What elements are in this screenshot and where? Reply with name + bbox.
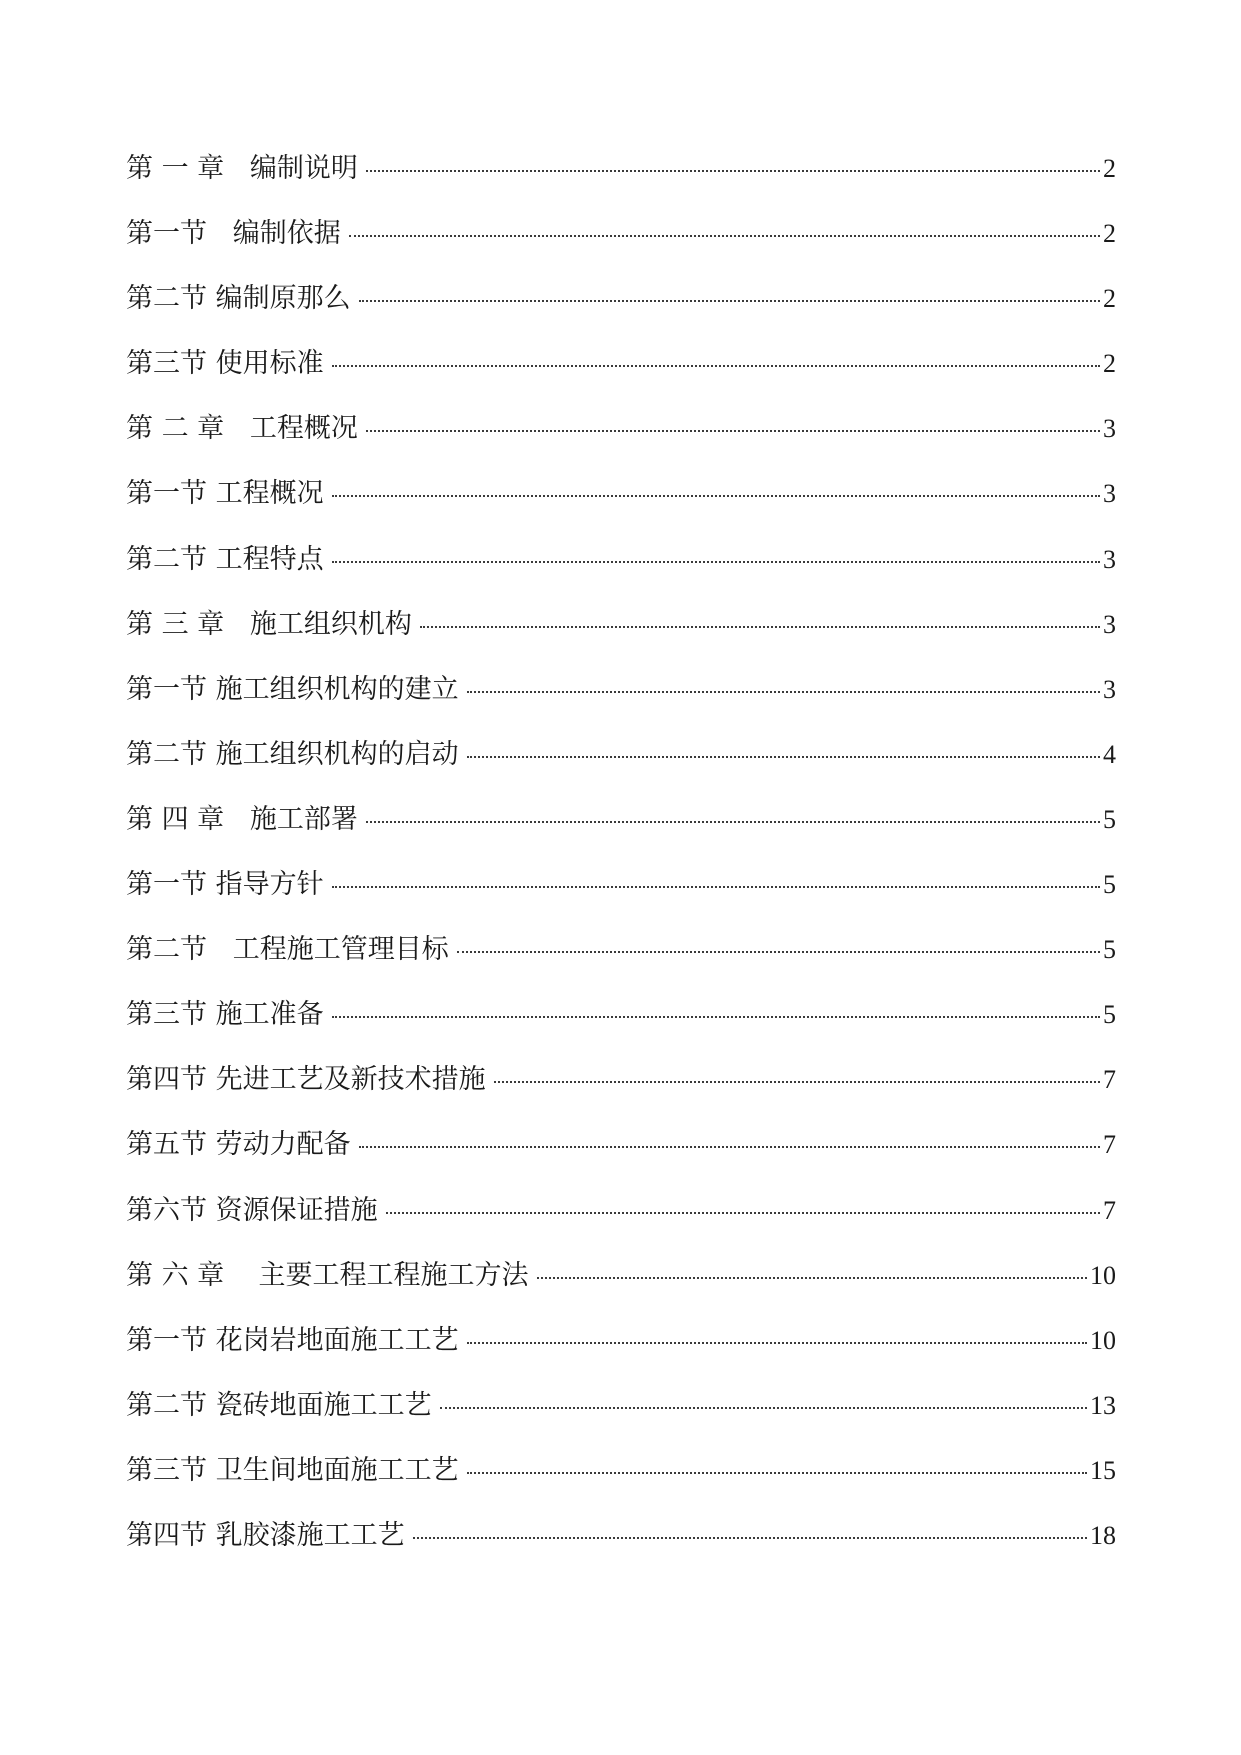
toc-entry-page-number: 3: [1103, 609, 1116, 639]
toc-entry-page-number: 15: [1090, 1455, 1116, 1485]
toc-entry-page-number: 7: [1103, 1195, 1116, 1225]
toc-entry-title: 第三节 施工准备: [126, 999, 324, 1031]
toc-entry-title: 第一节 工程概况: [126, 478, 324, 510]
toc-dot-leader: [332, 495, 1100, 497]
toc-entry-title: 第二节 工程施工管理目标: [126, 934, 449, 966]
toc-dot-leader: [332, 561, 1100, 563]
toc-entry-page-number: 7: [1103, 1065, 1116, 1095]
toc-entry-page-number: 3: [1103, 544, 1116, 574]
toc-dot-leader: [366, 821, 1100, 823]
toc-entry[interactable]: [126, 932, 1116, 997]
toc-dot-leader: [467, 756, 1100, 758]
toc-entry[interactable]: [126, 737, 1116, 802]
toc-entry-page-number: 18: [1090, 1520, 1116, 1550]
toc-entry[interactable]: [126, 867, 1116, 932]
toc-dot-leader: [359, 1146, 1100, 1148]
toc-entry-page-number: 2: [1103, 284, 1116, 314]
toc-dot-leader: [366, 430, 1100, 432]
toc-dot-leader: [386, 1212, 1100, 1214]
toc-entry[interactable]: [126, 151, 1116, 216]
toc-dot-leader: [332, 1016, 1100, 1018]
toc-entry[interactable]: [126, 1258, 1116, 1323]
toc-entry-page-number: 2: [1103, 154, 1116, 183]
toc-dot-leader: [413, 1537, 1087, 1539]
toc-entry-title: 第 四 章 施工部署: [126, 803, 358, 835]
toc-entry[interactable]: [126, 607, 1116, 672]
toc-entry[interactable]: [126, 1388, 1116, 1453]
toc-entry[interactable]: [126, 1323, 1116, 1388]
toc-dot-leader: [366, 170, 1100, 172]
toc-entry-page-number: 2: [1103, 219, 1116, 249]
toc-entry[interactable]: [126, 1062, 1116, 1127]
toc-entry[interactable]: [126, 542, 1116, 607]
toc-entry-page-number: 5: [1103, 1000, 1116, 1030]
toc-entry-title: 第五节 劳动力配备: [126, 1129, 351, 1161]
toc-dot-leader: [332, 886, 1100, 888]
toc-dot-leader: [467, 1472, 1087, 1474]
toc-entry[interactable]: [126, 216, 1116, 281]
toc-entry-page-number: 5: [1103, 935, 1116, 965]
toc-dot-leader: [467, 691, 1100, 693]
toc-entry-title: 第四节 先进工艺及新技术措施: [126, 1064, 486, 1096]
toc-entry[interactable]: [126, 1127, 1116, 1192]
toc-entry-page-number: 3: [1103, 479, 1116, 509]
toc-entry[interactable]: [126, 1518, 1116, 1583]
toc-entry[interactable]: [126, 802, 1116, 867]
toc-entry-title: 第 六 章 主要工程工程施工方法: [126, 1259, 529, 1291]
toc-entry-page-number: 13: [1090, 1390, 1116, 1420]
toc-dot-leader: [420, 626, 1100, 628]
toc-entry-page-number: 3: [1103, 674, 1116, 704]
toc-entry-page-number: 2: [1103, 349, 1116, 379]
toc-entry[interactable]: [126, 281, 1116, 346]
toc-entry-title: 第一节 指导方针: [126, 869, 324, 901]
toc-entry-title: 第三节 使用标准: [126, 348, 324, 380]
toc-entry-title: 第 二 章 工程概况: [126, 413, 358, 445]
toc-entry-title: 第二节 施工组织机构的启动: [126, 738, 459, 770]
toc-entry-title: 第 三 章 施工组织机构: [126, 608, 412, 640]
toc-entry[interactable]: [126, 672, 1116, 737]
toc-dot-leader: [537, 1277, 1088, 1279]
toc-entry-title: 第二节 工程特点: [126, 543, 324, 575]
toc-entry-title: 第二节 瓷砖地面施工工艺: [126, 1389, 432, 1421]
table-of-contents: [126, 151, 1116, 1583]
toc-entry-page-number: 5: [1103, 870, 1116, 900]
toc-entry-title: 第 一 章 编制说明: [126, 153, 358, 184]
toc-entry[interactable]: [126, 346, 1116, 411]
toc-entry-page-number: 10: [1090, 1325, 1116, 1355]
toc-entry[interactable]: [126, 411, 1116, 476]
toc-entry[interactable]: [126, 1193, 1116, 1258]
toc-dot-leader: [440, 1407, 1087, 1409]
toc-entry-title: 第六节 资源保证措施: [126, 1194, 378, 1226]
toc-entry-title: 第一节 施工组织机构的建立: [126, 673, 459, 705]
toc-entry-title: 第一节 花岗岩地面施工工艺: [126, 1324, 459, 1356]
toc-dot-leader: [349, 235, 1100, 237]
toc-dot-leader: [359, 300, 1100, 302]
toc-entry-title: 第二节 编制原那么: [126, 283, 351, 315]
toc-entry-title: 第三节 卫生间地面施工工艺: [126, 1454, 459, 1486]
toc-entry-page-number: 3: [1103, 414, 1116, 444]
toc-entry-page-number: 7: [1103, 1130, 1116, 1160]
toc-entry-title: 第四节 乳胶漆施工工艺: [126, 1519, 405, 1551]
toc-entry[interactable]: [126, 997, 1116, 1062]
toc-dot-leader: [457, 951, 1100, 953]
toc-entry-page-number: 5: [1103, 804, 1116, 834]
toc-entry[interactable]: [126, 476, 1116, 541]
toc-entry-page-number: 10: [1090, 1260, 1116, 1290]
toc-dot-leader: [494, 1081, 1100, 1083]
toc-dot-leader: [332, 365, 1100, 367]
toc-dot-leader: [467, 1342, 1087, 1344]
toc-entry-page-number: 4: [1103, 739, 1116, 769]
toc-entry-title: 第一节 编制依据: [126, 218, 341, 250]
toc-entry[interactable]: [126, 1453, 1116, 1518]
